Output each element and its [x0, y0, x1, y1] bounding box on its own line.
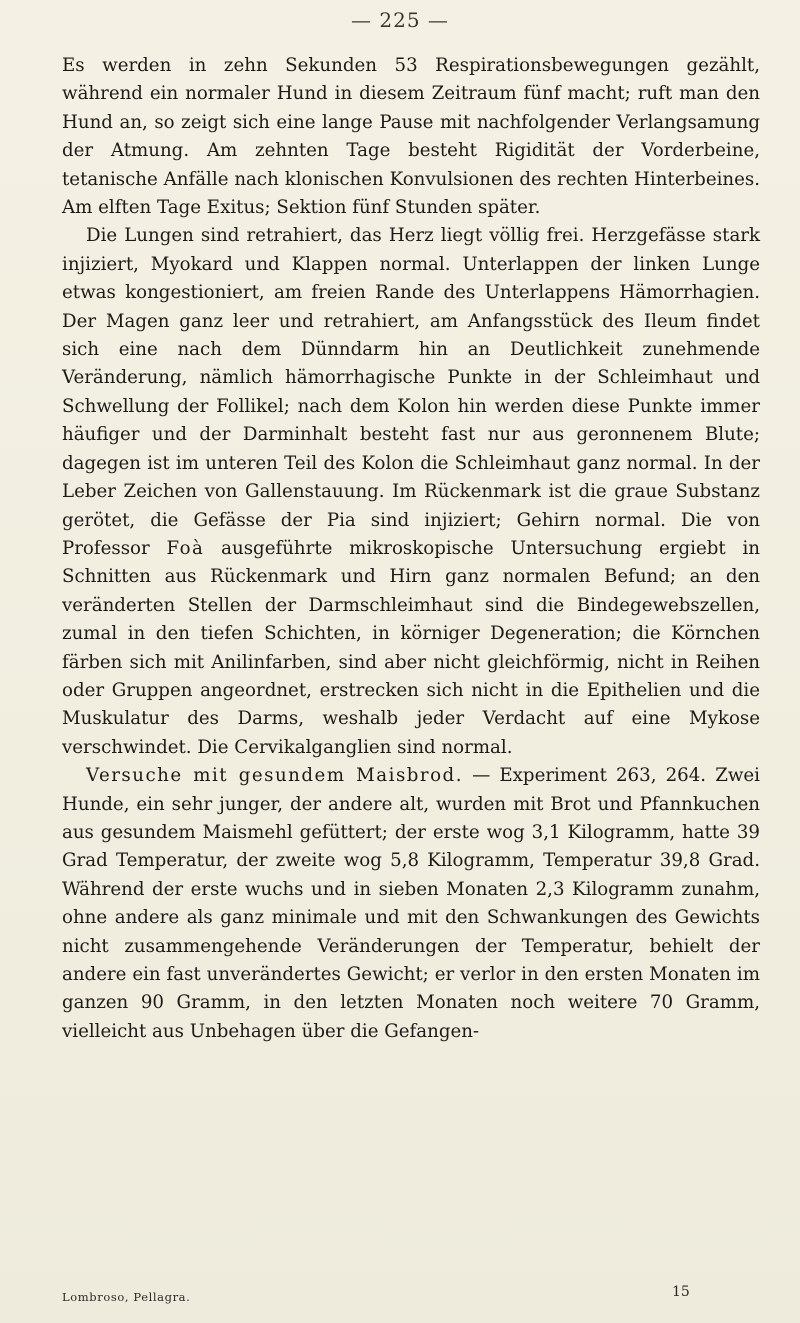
experiment-text: — Experiment 263, 264. Zwei Hunde, ein sehr junger, der andere alt, wurden mit Brot und Pfannkuchen aus gesundem Maismehl gefüttert; der erste wog 3,1 Kilogramm, hatte 39 Grad Temperatur, der zweite wog 5,8 Kilogramm, Temperatur 39,8 Grad. Während der erste wuchs und in sieben Monaten 2,3 Kilogramm zunahm, ohne andere als ganz minimale und mit den Schwankungen des Gewichts nicht zusammengehende Veränderungen der Temperatur, behielt der andere ein fast unverändertes Gewicht; er verlor in den ersten Monaten im ganzen 90 Gramm, in den letzten Monaten noch weitere 70 Gramm, vielleicht aus Unbehagen über die Gefangen-: [62, 765, 760, 1042]
sheet-signature-mark: 15: [672, 1284, 690, 1300]
autopsy-text-before: Die Lungen sind retrahiert, das Herz liegt völlig frei. Herzgefässe stark injiziert, Myokard und Klappen normal. Unterlappen der linken Lunge etwas kongestioniert, am freien Rande des Unterlappens Hämorrhagien. Der Magen ganz leer und retrahiert, am Anfangsstück des Ileum findet sich eine nach dem Dünndarm hin an Deutlichkeit zunehmende Veränderung, nämlich hämorrhagische Punkte in der Schleimhaut und Schwellung der Follikel; nach dem Kolon hin werden diese Punkte immer häufiger und der Darminhalt besteht fast nur aus geronnenem Blute; dagegen ist im unteren Teil des Kolon die Schleimhaut ganz normal. In der Leber Zeichen von Gallenstauung. Im Rückenmark ist die graue Substanz gerötet, die Gefässe der Pia sind injiziert; Gehirn normal. Die von Professor: [62, 225, 760, 559]
professor-name: Foà: [166, 537, 205, 559]
autopsy-text-after: ausgeführte mikroskopische Untersuchung ergiebt in Schnitten aus Rückenmark und Hirn ganz normalen Befund; an den veränderten Stellen der Darmschleimhaut sind die Bindegewebszellen, zumal in den tiefen Schichten, in körniger Degeneration; die Körnchen färben sich mit Anilinfarben, sind aber nicht gleichförmig, nicht in Reihen oder Gruppen angeordnet, erstrecken sich nicht in die Epithelien und die Muskulatur des Darms, weshalb jeder Verdacht auf eine Mykose verschwindet. Die Cervikalganglien sind normal.: [62, 537, 760, 758]
paragraph-symptoms: Es werden in zehn Sekunden 53 Respirationsbewegungen gezählt, während ein normaler Hund in diesem Zeitraum fünf macht; ruft man den Hund an, so zeigt sich eine lange Pause mit nachfolgender Verlangsamung der Atmung. Am zehnten Tage besteht Rigidität der Vorderbeine, tetanische Anfälle nach klonischen Konvulsionen des rechten Hinterbeines. Am elften Tage Exitus; Sektion fünf Stunden später.: [62, 55, 760, 219]
body-text: [62, 52, 760, 1046]
paragraph-maize-experiment: [62, 762, 760, 1046]
footer-signature: Lombroso, Pellagra.: [62, 1290, 191, 1304]
section-heading: Versuche mit gesundem Maisbrod.: [86, 765, 463, 787]
paragraph-autopsy: [62, 222, 760, 762]
page-number: — 225 —: [351, 8, 449, 32]
